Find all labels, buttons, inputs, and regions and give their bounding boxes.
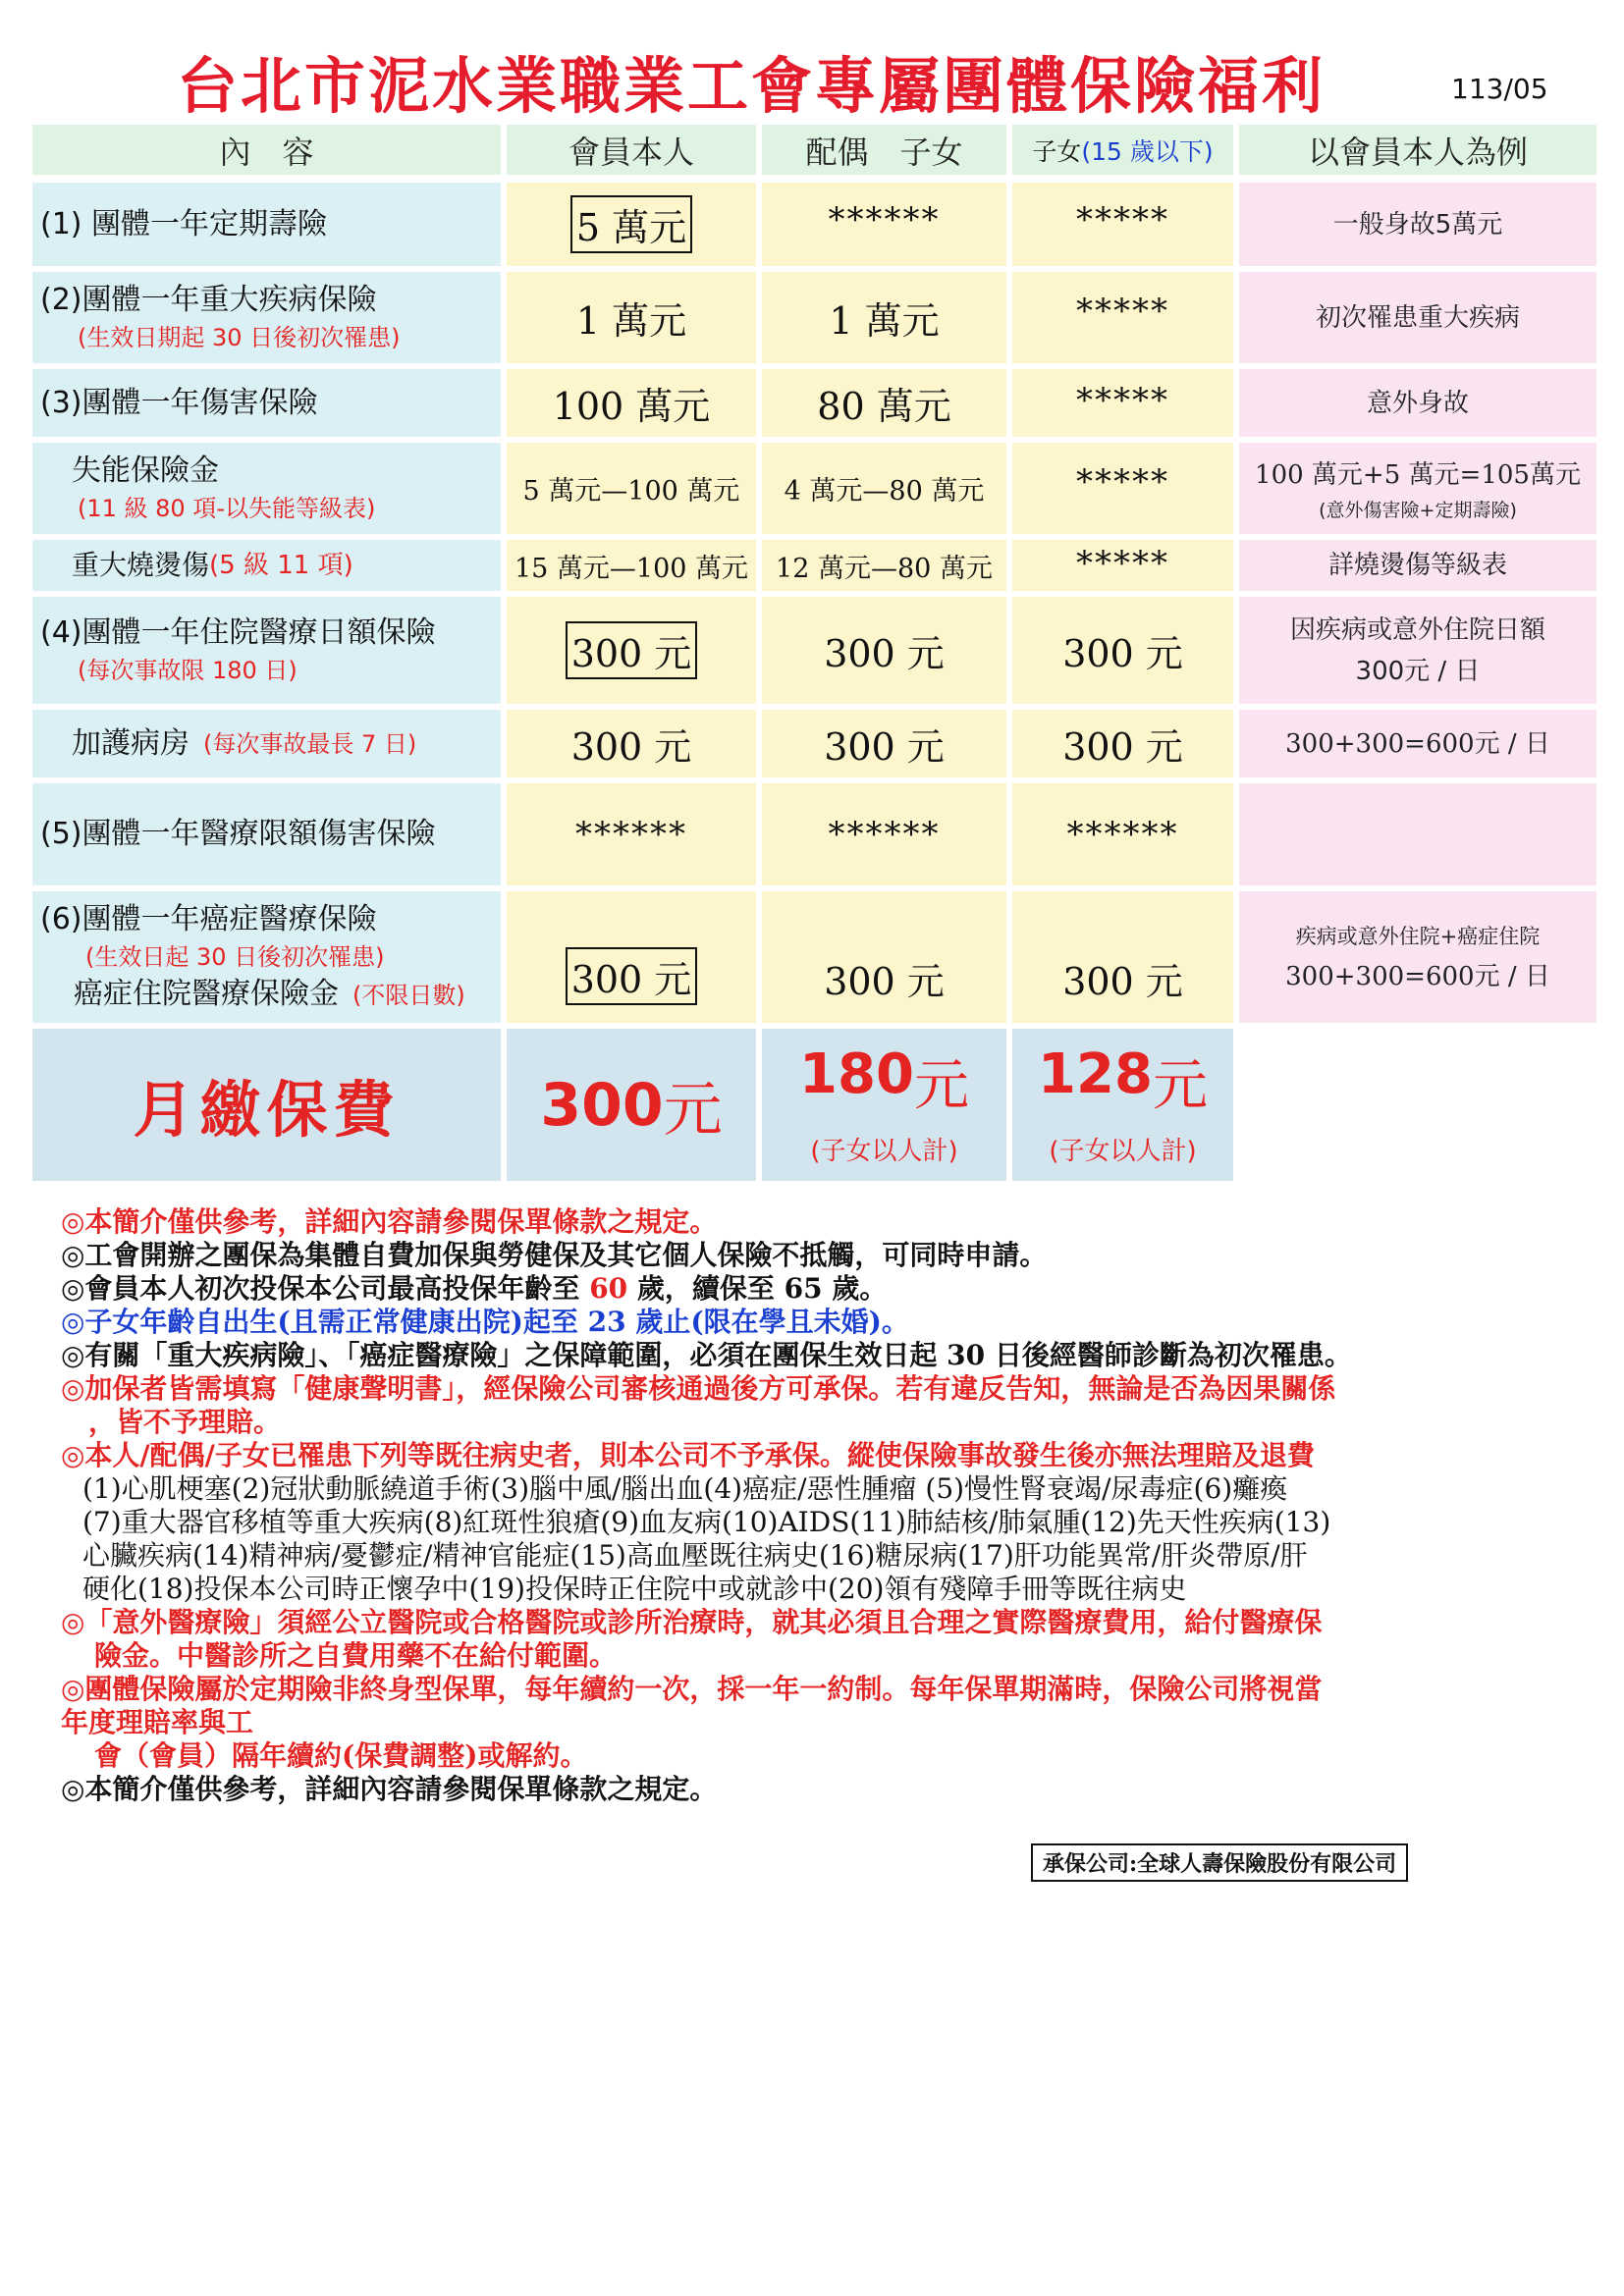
row-disability-example: 100 萬元+5 萬元= 105 萬元 (意外傷害險+定期壽險) [1239,443,1597,534]
row-medical-spouse: ****** [762,783,1006,885]
notes-section [61,1205,1593,1806]
row-medical-child: ****** [1012,783,1233,885]
note-7: ◎本人/配偶/子女已罹患下列等既往病史者，則本公司不予承保。縱使保險事故發生後亦無法理賠及退費 [61,1439,1315,1471]
header-spouse: 配偶 子女 [762,125,1006,175]
row-ward-member: 300 元 [507,710,756,777]
header-child: 子女 (15 歲以下) [1012,125,1233,175]
row-life-spouse: ****** [762,183,1006,266]
row-accident-label: (3)團體一年傷害保險 [32,369,501,437]
header-content: 內 容 [32,125,501,175]
row-critical-example: 初次罹患重大疾病 [1239,272,1597,363]
row-burn-label: 重大燒燙傷 (5 級 11 項) [32,540,501,591]
row-cancer-spouse: 300 元 [762,891,1006,1023]
issue-date: 113/05 [1451,73,1548,105]
row-cancer-label: (6)團體一年癌症醫療保險 (生效日起 30 日後初次罹患) 癌症住院醫療保險金 (不限日數) [32,891,501,1023]
note-7-line-2: (7)重大器官移植等重大疾病(8)紅斑性狼瘡(9)血友病(10)AIDS(11)肺結核/肺氣腫(12)先天性疾病(13) [82,1506,1331,1538]
row-disability-child: ***** [1012,443,1233,534]
fee-member: 300 元 [507,1029,756,1181]
note-8: ◎「意外醫療險」須經公立醫院或合格醫院或診所治療時，就其必須且合理之實際醫療費用，給付醫療保 [61,1606,1323,1638]
row-burn-example: 詳燒燙傷等級表 [1239,540,1597,591]
row-hospital-label: (4)團體一年住院醫療日額保險 (每次事故限 180 日) [32,597,501,704]
row-life-example: 一般身故 5 萬元 [1239,183,1597,266]
row-critical-member: 1 萬元 [507,272,756,363]
fee-spouse: 180 元 (子女以人計) [762,1029,1006,1181]
note-3: ◎會員本人初次投保本公司最高投保年齡至 60 歲，續保至 65 歲。 [61,1272,888,1305]
underwriter-label: 承保公司:全球人壽保險股份有限公司 [1031,1843,1408,1882]
note-1: ◎本簡介僅供參考，詳細內容請參閱保單條款之規定。 [61,1205,718,1238]
row-critical-child: ***** [1012,272,1233,363]
note-10: ◎本簡介僅供參考，詳細內容請參閱保單條款之規定。 [61,1773,718,1805]
row-life-member: 5 萬元 [507,183,756,266]
note-6: ◎加保者皆需填寫「健康聲明書」，經保險公司審核通過後方可承保。若有違反告知，無論是否為因果關係 [61,1372,1336,1405]
note-8-cont: 險金。中醫診所之自費用藥不在給付範圍。 [94,1639,618,1672]
row-medical-example [1239,783,1597,885]
row-hospital-child: 300 元 [1012,597,1233,704]
row-ward-label: 加護病房 (每次事故最長 7 日) [32,710,501,777]
row-critical-label: (2)團體一年重大疾病保險 (生效日期起 30 日後初次罹患) [32,272,501,363]
row-critical-spouse: 1 萬元 [762,272,1006,363]
note-2: ◎工會開辦之團保為集體自費加保與勞健保及其它個人保險不抵觸，可同時申請。 [61,1239,1048,1271]
note-4: ◎子女年齡自出生(且需正常健康出院)起至 23 歲止(限在學且未婚)。 [61,1306,909,1338]
row-ward-example: 300+300= 600 元 / 日 [1239,710,1597,777]
row-accident-child: ***** [1012,369,1233,437]
row-disability-spouse: 4 萬元—80 萬元 [762,443,1006,534]
row-hospital-spouse: 300 元 [762,597,1006,704]
fee-label: 月繳保費 [32,1029,501,1181]
row-ward-child: 300 元 [1012,710,1233,777]
row-medical-member: ****** [507,783,756,885]
header-member: 會員本人 [507,125,756,175]
header-example: 以會員本人為例 [1239,125,1597,175]
row-accident-spouse: 80 萬元 [762,369,1006,437]
row-life-label: (1) 團體一年定期壽險 [32,183,501,266]
note-9: ◎團體保險屬於定期險非終身型保單，每年續約一次，採一年一約制。每年保單期滿時，保險公司將視當 [61,1673,1323,1705]
row-cancer-example: 疾病或意外住院+癌症住院 300+300= 600 元 / 日 [1239,891,1597,1023]
note-5: ◎有關「重大疾病險」、「癌症醫療險」之保障範圍，必須在團保生效日起 30 日後經醫師診斷為初次罹患。 [61,1339,1352,1371]
row-cancer-member: 300 元 [507,891,756,1023]
row-burn-child: ***** [1012,540,1233,591]
fee-child: 128 元 (子女以人計) [1012,1029,1233,1181]
row-disability-member: 5 萬元—100 萬元 [507,443,756,534]
row-burn-spouse: 12 萬元—80 萬元 [762,540,1006,591]
page-title: 台北市泥水業職業工會專屬團體保險福利 [177,50,1326,122]
row-hospital-member: 300 元 [507,597,756,704]
row-hospital-example: 因疾病或意外住院日額 300 元 / 日 [1239,597,1597,704]
row-accident-example: 意外身故 [1239,369,1597,437]
note-6-cont: ，皆不予理賠。 [88,1406,282,1438]
note-7-line-1: (1)心肌梗塞(2)冠狀動脈繞道手術(3)腦中風/腦出血(4)癌症/惡性腫瘤 (5)慢性腎衰竭/尿毒症(6)癱瘓 [82,1472,1288,1505]
note-9-cont: 年度理賠率與工 [61,1706,254,1738]
row-disability-label: 失能保險金 (11 級 80 項-以失能等級表) [32,443,501,534]
row-cancer-child: 300 元 [1012,891,1233,1023]
row-ward-spouse: 300 元 [762,710,1006,777]
note-7-line-3: 心臟疾病(14)精神病/憂鬱症/精神官能症(15)高血壓既往病史(16)糖尿病(17)肝功能異常/肝炎帶原/肝 [82,1539,1308,1572]
row-burn-member: 15 萬元—100 萬元 [507,540,756,591]
note-7-line-4: 硬化(18)投保本公司時正懷孕中(19)投保時正住院中或就診中(20)領有殘障手冊等既往病史 [82,1573,1187,1605]
row-medical-label: (5)團體一年醫療限額傷害保險 [32,783,501,885]
row-life-child: ***** [1012,183,1233,266]
note-9-cont-2: 會（會員）隔年續約(保費調整)或解約。 [94,1739,588,1772]
row-accident-member: 100 萬元 [507,369,756,437]
